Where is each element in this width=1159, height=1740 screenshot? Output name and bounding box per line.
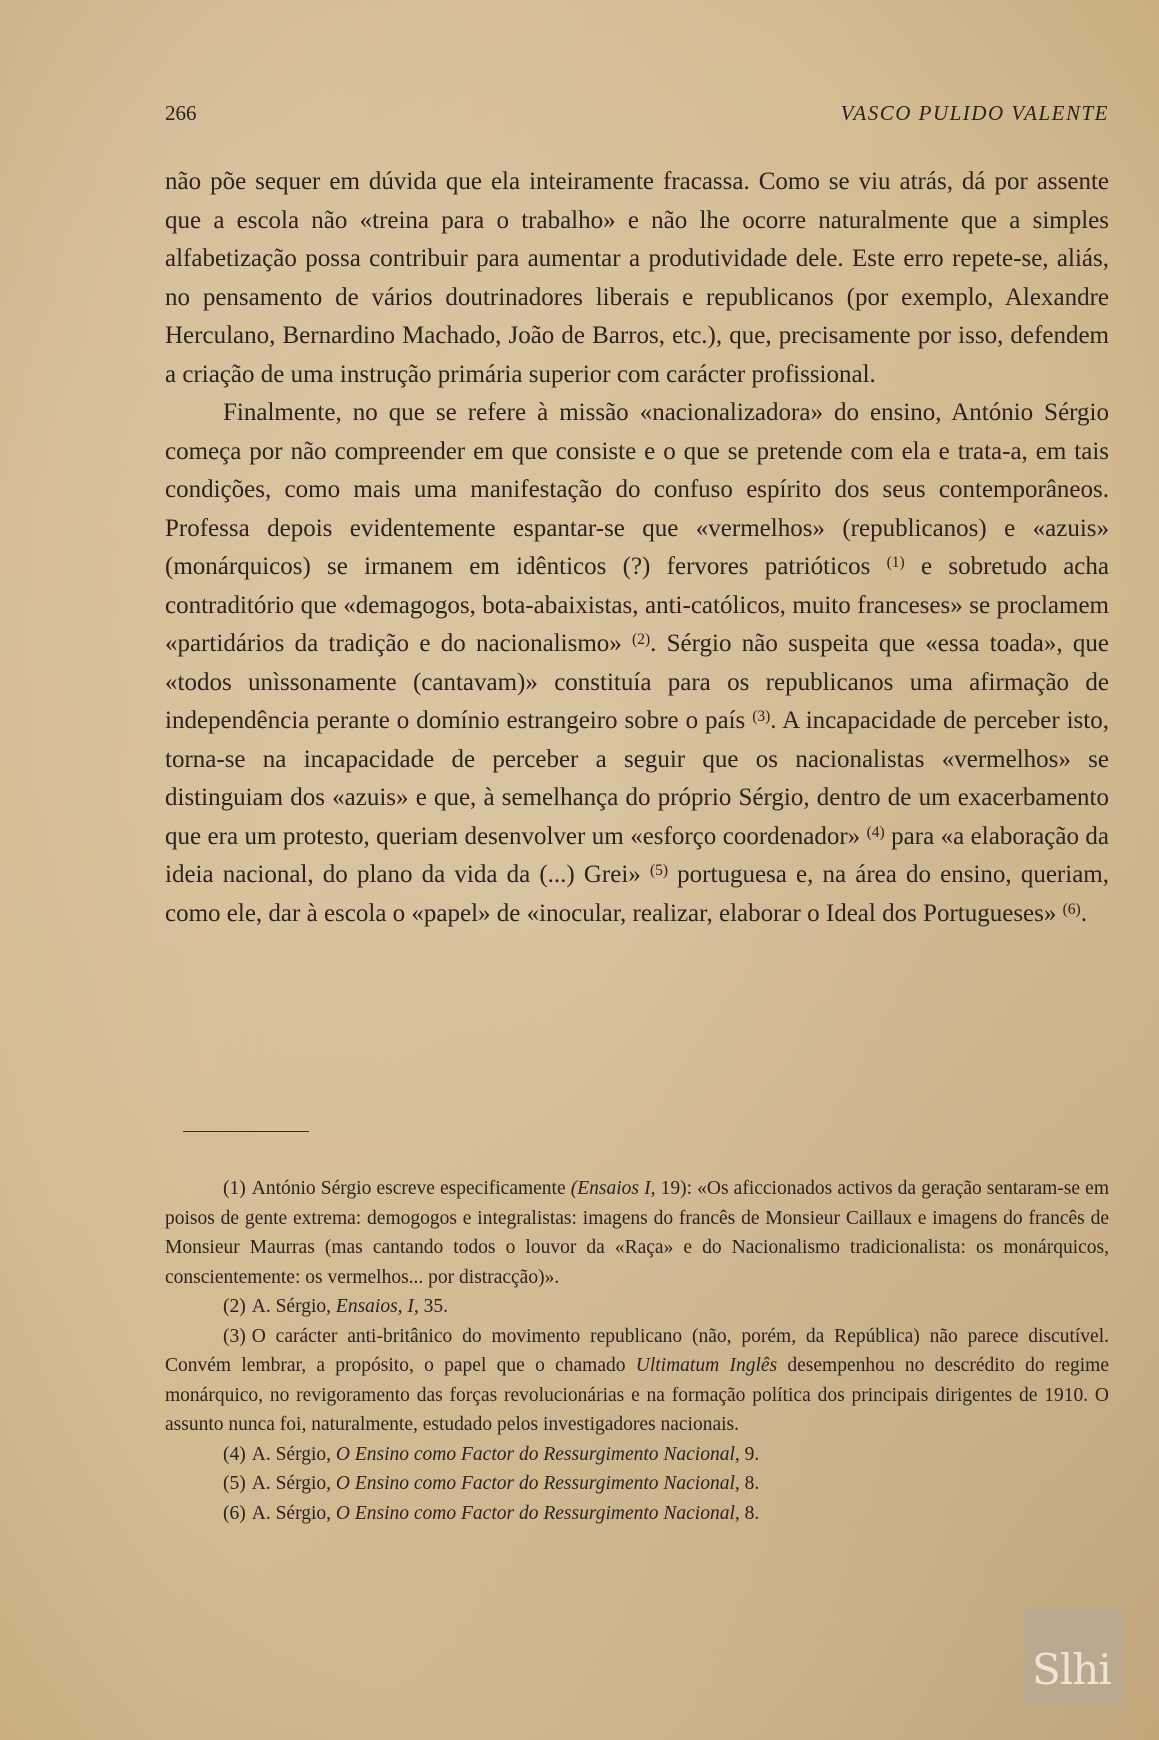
footnote-2-marker: (2) xyxy=(223,1296,246,1317)
note-ref-4: (4) xyxy=(866,823,885,841)
footnote-3 xyxy=(165,1322,1109,1440)
note-ref-5: (5) xyxy=(649,862,669,880)
paragraph-2-text-c: . Sérgio não suspeita que «essa toada», que «todos unìssonamente (cantavam)» constituía para os republicanos uma afirmação de independência perante o domínio estrangeiro sobre o país xyxy=(165,630,1109,734)
footnote-2 xyxy=(165,1292,1109,1322)
main-text xyxy=(165,163,1109,933)
footnote-5-text-b: 8. xyxy=(739,1473,760,1494)
footnote-3-text-a: O carácter anti-britânico do movimento republicano (não, porém, da República) não parece discutível. Convém lembrar, a propósito, o papel que o chamado xyxy=(165,1325,1109,1376)
page-header xyxy=(165,101,1109,131)
footnote-5-marker: (5) xyxy=(223,1473,246,1494)
footnote-4-text-b: 9. xyxy=(739,1443,760,1465)
paragraph-2 xyxy=(165,394,1109,933)
footnote-1-marker: (1) xyxy=(223,1178,246,1199)
footnotes xyxy=(165,1174,1109,1528)
note-ref-2: (2) xyxy=(632,631,651,649)
library-watermark-logo xyxy=(1024,1607,1123,1704)
paragraph-2-text-f: portuguesa e, na área do ensino, queriam, como ele, dar à escola o «papel» de «inocular, realizar, elaborar o Ideal dos Portugueses» xyxy=(165,861,1109,927)
paragraph-2-text-g: . xyxy=(1080,899,1087,927)
paragraph-2-text-a: Finalmente, no que se refere à missão «nacionalizadora» do ensino, António Sérgio começa por não compreender em que consiste e o que se pretende com ela e trata-a, em tais condições, como mais uma manifestação do confuso espírito dos seus contemporâneos. Professa depois evidentemente espantar-se que «vermelhos» (republicanos) e «azuis» (monárquicos) se irmanem em idênticos (?) fervores patrióticos xyxy=(165,399,1109,580)
footnote-3-marker: (3) xyxy=(223,1325,246,1347)
paragraph-1-text: não põe sequer em dúvida que ela inteiramente fracassa. Como se viu atrás, dá por assente que a escola não «treina para o trabalho» e não lhe ocorre naturalmente que a simples alfabetização possa contribuir para aumentar a produtividade dele. Este erro repete-se, aliás, no pensamento de vários doutrinadores liberais e republicanos (por exemplo, Alexandre Herculano, Bernardino Machado, João de Barros, etc.), que, precisamente por isso, defendem a criação de uma instrução primária superior com carácter profissional. xyxy=(165,168,1109,388)
running-head: VASCO PULIDO VALENTE xyxy=(840,101,1109,125)
footnote-3-text-b: desempenhou no descrédito do regime monárquico, no revigoramento das forças revolucionárias e na formação política dos principais dirigentes de 1910. O assunto nunca foi, naturalmente, estudado pelos investigadores nacionais. xyxy=(165,1355,1109,1435)
footnote-6-text-a: A. Sérgio, xyxy=(251,1502,336,1524)
footnote-2-text-a: A. Sérgio, xyxy=(251,1296,336,1317)
watermark-logo-text: Slhi xyxy=(1032,1645,1111,1694)
footnote-2-title: Ensaios, I, xyxy=(335,1296,419,1317)
footnote-6-title: O Ensino como Factor do Ressurgimento Nacional, xyxy=(335,1502,740,1524)
paragraph-2-text-d: . A incapacidade de perceber isto, torna-se na incapacidade de perceber a seguir que os nacionalistas «vermelhos» se distinguiam dos «azuis» e que, à semelhança do próprio Sérgio, dentro de um exacerbamento que era um protesto, queriam desenvolver um «esforço coordenador» xyxy=(165,707,1109,850)
note-ref-1: (1) xyxy=(886,554,905,572)
footnote-3-title: Ultimatum Inglês xyxy=(635,1355,778,1376)
footnote-1 xyxy=(165,1174,1109,1292)
footnote-divider xyxy=(183,1131,309,1132)
footnote-5-text-a: A. Sérgio, xyxy=(251,1473,336,1494)
footnote-4-text-a: A. Sérgio, xyxy=(251,1443,336,1465)
footnote-5 xyxy=(165,1469,1109,1499)
paragraph-1 xyxy=(165,163,1109,394)
footnote-1-text-b: 19): «Os aficcionados activos da geração sentaram-se em poisos de gente extrema: demogogos e integralistas: imagens do francês de Monsieur Caillaux e imagens do francês de Monsieur Maurras (mas cantando todos o louvor da «Raça» e do Nacionalismo tradicionalista: os monárquicos, conscientemente: os vermelhos... por distracção)». xyxy=(165,1178,1109,1288)
footnote-6-text-b: 8. xyxy=(739,1502,760,1524)
footnote-2-text-b: 35. xyxy=(418,1296,449,1317)
footnote-6-marker: (6) xyxy=(223,1502,246,1524)
page-number: 266 xyxy=(165,101,197,125)
footnote-4-title: O Ensino como Factor do Ressurgimento Nacional, xyxy=(335,1443,740,1465)
footnote-5-title: O Ensino como Factor do Ressurgimento Nacional, xyxy=(335,1473,740,1494)
footnote-4 xyxy=(165,1440,1109,1470)
footnote-4-marker: (4) xyxy=(223,1443,246,1465)
footnote-1-title: (Ensaios I, xyxy=(570,1178,656,1199)
paragraph-2-text-e: para «a elaboração da ideia nacional, do plano da vida da (...) Grei» xyxy=(165,822,1109,888)
footnote-6 xyxy=(165,1499,1109,1529)
note-ref-3: (3) xyxy=(752,708,771,726)
paragraph-2-text-b: e sobretudo acha contraditório que «demagogos, bota-abaixistas, anti-católicos, muito franceses» se proclamem «partidários da tradição e do nacionalismo» xyxy=(165,553,1109,657)
note-ref-6: (6) xyxy=(1062,900,1081,918)
footnote-1-text-a: António Sérgio escreve especificamente xyxy=(251,1178,571,1199)
